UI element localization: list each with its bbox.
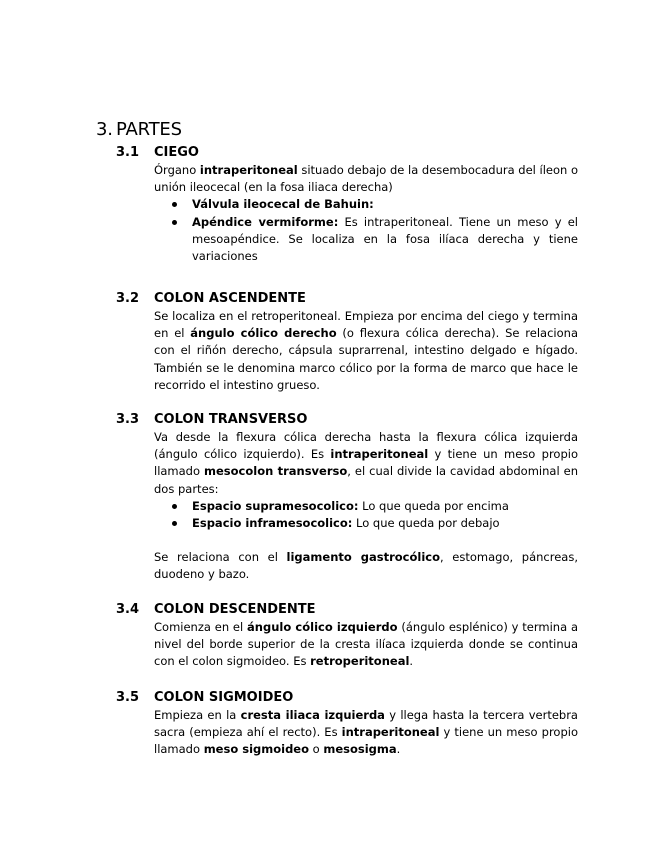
- paragraph: Comienza en el ángulo cólico izquierdo (ángulo esplénico) y termina a nivel del borde superior de la cresta ilíaca izquierda donde se continua con el colon sigmoideo. Es retroperitoneal.: [154, 620, 579, 669]
- section-heading: [116, 411, 578, 429]
- paragraph: Se localiza en el retroperitoneal. Empieza por encima del ciego y termina en el ángulo cólico derecho (o flexura cólica derecha). Se relaciona con el riñón derecho, cápsula suprarrenal, intestino delgado e hígado. También se le denomina marco cólico por la forma de marco que hace le recorrido el intestino grueso.: [154, 309, 578, 392]
- bullet-icon: [172, 521, 177, 526]
- section-heading: [116, 689, 578, 707]
- paragraph: Empieza en la cresta iliaca izquierda y llega hasta la tercera vertebra sacra (empieza ahí el recto). Es intraperitoneal y tiene un meso propio llamado meso sigmoideo o mesosigma.: [154, 708, 578, 757]
- section-body: [154, 429, 578, 584]
- chapter-title: PARTES: [116, 119, 182, 140]
- section-body: [154, 619, 578, 671]
- section-heading: [116, 290, 578, 308]
- bullet-icon: [172, 504, 177, 509]
- section-colon-descendente: [116, 601, 578, 671]
- paragraph: Se relaciona con el ligamento gastrocólico, estomago, páncreas, duodeno y bazo.: [154, 550, 578, 582]
- bullet-list: [154, 498, 578, 532]
- section-colon-ascendente: [116, 290, 578, 394]
- section-heading: [116, 144, 578, 162]
- section-heading: [116, 601, 578, 619]
- section-number: 3.3: [116, 412, 140, 427]
- bullet-icon: [172, 220, 177, 225]
- bullet-icon: [172, 202, 177, 207]
- section-title: COLON TRANSVERSO: [154, 412, 308, 427]
- section-ciego: [116, 144, 578, 265]
- paragraph: Va desde la flexura cólica derecha hasta la flexura cólica izquierda (ángulo cólico izquierdo). Es intraperitoneal y tiene un meso propio llamado mesocolon transverso, el cual divide la cavidad abdominal en dos partes:: [154, 430, 578, 496]
- section-colon-sigmoideo: [116, 689, 578, 759]
- section-body: [154, 707, 578, 759]
- paragraph: Órgano intraperitoneal situado debajo de la desembocadura del íleon o unión ileocecal (en la fosa iliaca derecha): [154, 163, 578, 195]
- list-item: Espacio inframesocolico: Lo que queda por debajo: [154, 515, 578, 532]
- section-title: CIEGO: [154, 145, 199, 160]
- section-number: 3.2: [116, 291, 140, 306]
- section-body: [154, 162, 578, 265]
- chapter-number: 3.: [96, 119, 113, 140]
- list-item: Apéndice vermiforme: Es intraperitoneal. Tiene un meso y el mesoapéndice. Se localiza en la fosa ilíaca derecha y tiene variaciones: [154, 214, 578, 266]
- section-number: 3.5: [116, 690, 140, 705]
- section-title: COLON DESCENDENTE: [154, 602, 316, 617]
- list-item: Válvula ileocecal de Bahuin:: [154, 196, 578, 213]
- section-colon-transverso: [116, 411, 578, 584]
- section-title: COLON SIGMOIDEO: [154, 690, 294, 705]
- section-title: COLON ASCENDENTE: [154, 291, 306, 306]
- section-number: 3.1: [116, 145, 140, 160]
- section-body: [154, 308, 578, 394]
- list-item: Espacio supramesocolico: Lo que queda por encima: [154, 498, 578, 515]
- section-number: 3.4: [116, 602, 140, 617]
- bullet-list: [154, 196, 578, 265]
- chapter-heading: [96, 119, 182, 141]
